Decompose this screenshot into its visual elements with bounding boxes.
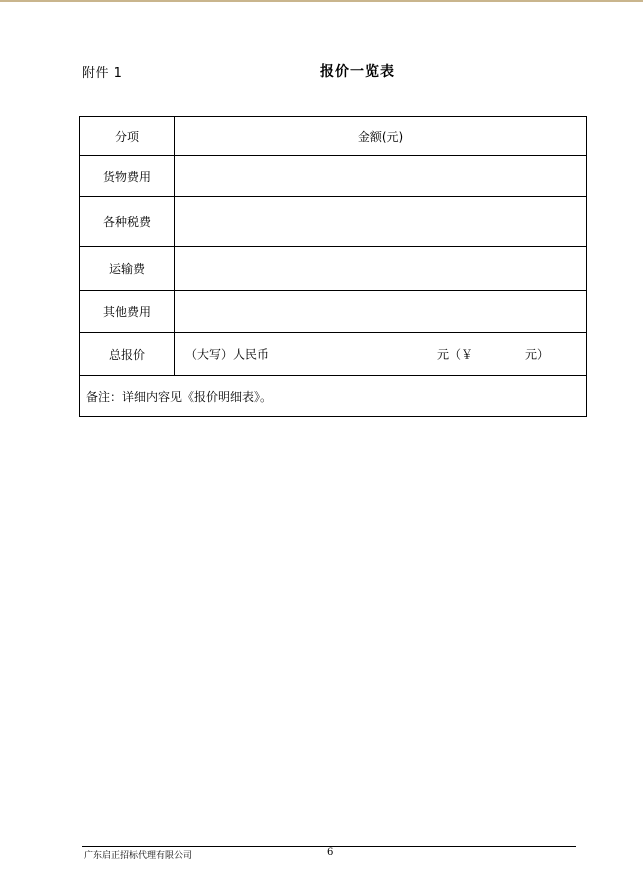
note-text: 备注：详细内容见《报价明细表》。: [80, 376, 587, 417]
footer-company: 广东启正招标代理有限公司: [84, 851, 193, 861]
table-row: [80, 197, 587, 247]
total-uppercase-text: （大写）人民币: [185, 347, 270, 362]
table-row: [80, 156, 587, 197]
row-amount-taxes[interactable]: [175, 197, 587, 247]
row-label-other: 其他费用: [80, 291, 175, 333]
attachment-label: 附件 1: [82, 66, 123, 81]
row-label-goods: 货物费用: [80, 156, 175, 197]
row-label-shipping: 运输费: [80, 247, 175, 291]
row-amount-other[interactable]: [175, 291, 587, 333]
row-amount-goods[interactable]: [175, 156, 587, 197]
table-header-row: [80, 117, 587, 156]
header-item-cell: 分项: [80, 117, 175, 156]
page-number: 6: [327, 847, 334, 858]
quote-summary-table: [79, 116, 587, 417]
total-row: [80, 333, 587, 376]
note-row: [80, 376, 587, 417]
top-border-line: [0, 0, 643, 2]
total-amount-cell[interactable]: [175, 333, 587, 376]
row-label-taxes: 各种税费: [80, 197, 175, 247]
total-yuan-close-text: 元）: [525, 347, 550, 362]
total-yuan-text: 元（￥: [437, 347, 474, 362]
header-amount-cell: 金额(元): [175, 117, 587, 156]
page-title: 报价一览表: [320, 64, 395, 80]
row-amount-shipping[interactable]: [175, 247, 587, 291]
total-label: 总报价: [80, 333, 175, 376]
table-row: [80, 247, 587, 291]
table-row: [80, 291, 587, 333]
